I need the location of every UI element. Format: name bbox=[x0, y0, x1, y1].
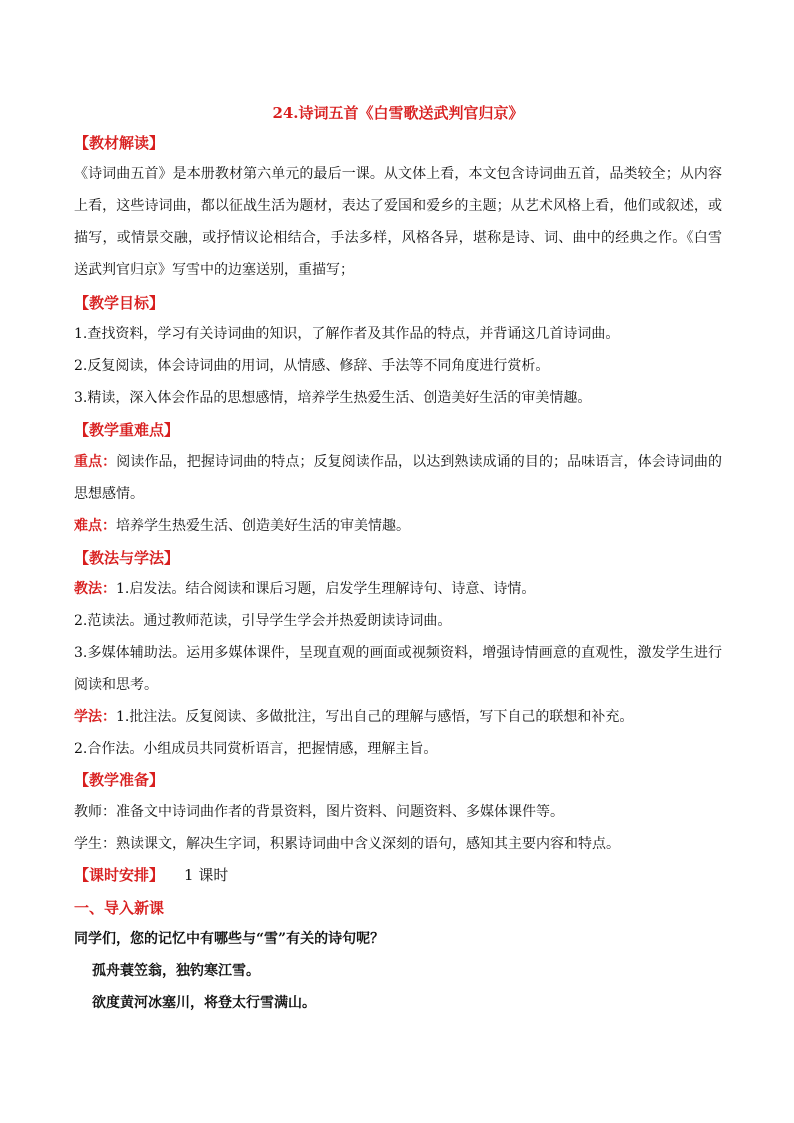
objective-item-1: 1.查找资料，学习有关诗词曲的知识，了解作者及其作品的特点，并背诵这几首诗词曲。 bbox=[74, 326, 620, 342]
student-preparation: 学生：熟读课文，解决生字词，积累诗词曲中含义深刻的语句，感知其主要内容和特点。 bbox=[74, 836, 620, 852]
teacher-preparation: 教师：准备文中诗词曲作者的背景资料，图片资料、问题资料、多媒体课件等。 bbox=[74, 804, 564, 820]
page-title: 24.诗词五首《白雪歌送武判官归京》 bbox=[272, 104, 524, 122]
difficulty-text: 培养学生热爱生活、创造美好生活的审美情趣。 bbox=[116, 518, 410, 534]
schedule-value: 1 课时 bbox=[184, 866, 229, 884]
section-heading-intro: 一、导入新课 bbox=[74, 899, 165, 917]
learning-method-1 bbox=[74, 707, 633, 727]
learning-method-label: 学法： bbox=[74, 709, 116, 725]
poem-line-1: 孤舟蓑笠翁，独钓寒江雪。 bbox=[92, 963, 260, 979]
section-heading-objectives: 【教学目标】 bbox=[74, 294, 165, 312]
textbook-paragraph: 《诗词曲五首》是本册教材第六单元的最后一课。从文体上看，本文包含诗词曲五首，品类较全；从内容上看，这些诗词曲，都以征战生活为题材，表达了爱国和爱乡的主题；从艺术风格上看，他们或叙述，或描写，或情景交融，或抒情议论相结合，手法多样，风格各异，堪称是诗、词、曲中的经典之作。《白雪送武判官归京》写雪中的边塞送别，重描写； bbox=[74, 166, 722, 278]
teaching-method-2: 2.范读法。通过教师范读，引导学生学会并热爱朗读诗词曲。 bbox=[74, 613, 452, 629]
difficulty-paragraph bbox=[74, 516, 410, 536]
teaching-method-1 bbox=[74, 579, 535, 599]
teaching-method-label: 教法： bbox=[74, 581, 116, 597]
key-point-paragraph bbox=[74, 446, 722, 510]
section-heading-schedule bbox=[74, 865, 228, 885]
section-heading-textbook: 【教材解读】 bbox=[74, 134, 165, 152]
section-heading-methods: 【教法与学法】 bbox=[74, 549, 180, 567]
teaching-method-text-1: 1.启发法。结合阅读和课后习题，启发学生理解诗句、诗意、诗情。 bbox=[116, 581, 536, 597]
key-point-text: 阅读作品，把握诗词曲的特点；反复阅读作品，以达到熟读成诵的目的；品味语言，体会诗词曲的思想感情。 bbox=[74, 454, 723, 502]
schedule-label: 【课时安排】 bbox=[74, 866, 165, 884]
learning-method-text-1: 1.批注法。反复阅读、多做批注，写出自己的理解与感悟，写下自己的联想和补充。 bbox=[116, 709, 634, 725]
difficulty-label: 难点： bbox=[74, 518, 116, 534]
teaching-method-3: 3.多媒体辅助法。运用多媒体课件，呈现直观的画面或视频资料，增强诗情画意的直观性，激发学生进行阅读和思考。 bbox=[74, 645, 722, 693]
learning-method-2: 2.合作法。小组成员共同赏析语言，把握情感，理解主旨。 bbox=[74, 741, 438, 757]
section-heading-preparation: 【教学准备】 bbox=[74, 771, 165, 789]
objective-item-3: 3.精读，深入体会作品的思想感情，培养学生热爱生活、创造美好生活的审美情趣。 bbox=[74, 390, 592, 406]
section-heading-key-points: 【教学重难点】 bbox=[74, 421, 180, 439]
intro-question: 同学们，您的记忆中有哪些与“雪”有关的诗句呢？ bbox=[74, 931, 385, 947]
poem-line-2: 欲度黄河冰塞川，将登太行雪满山。 bbox=[92, 995, 316, 1011]
objective-item-2: 2.反复阅读，体会诗词曲的用词，从情感、修辞、手法等不同角度进行赏析。 bbox=[74, 358, 550, 374]
key-point-label: 重点： bbox=[74, 454, 117, 470]
